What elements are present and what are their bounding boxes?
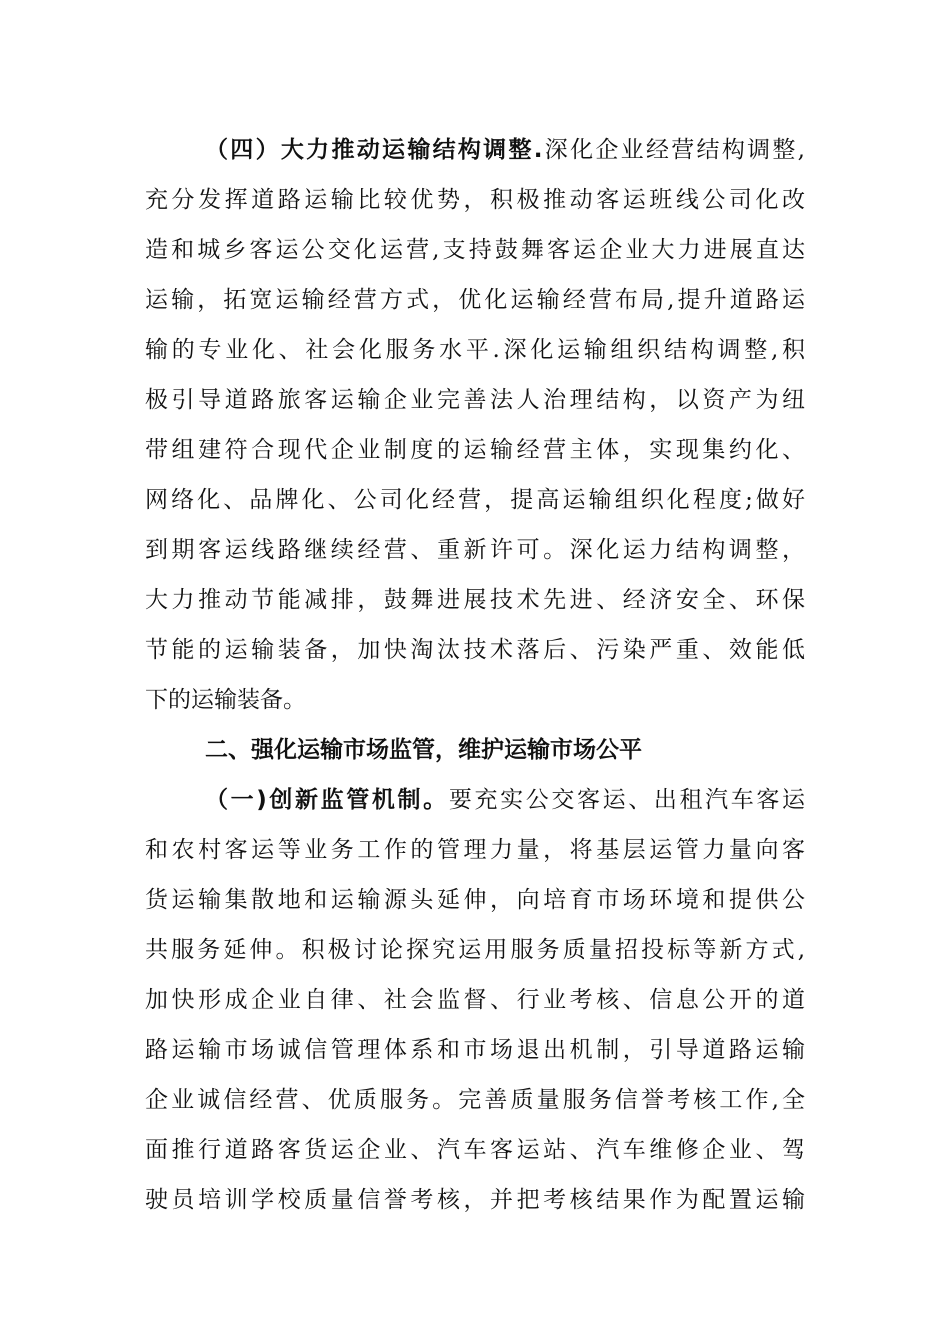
section1-heading: （一)创新监管机制。: [205, 787, 449, 813]
section1-line-6: 企业诚信经营、优质服务。完善质量服务信誉考核工作,全: [145, 1087, 805, 1113]
section4-line-3: 运输，拓宽运输经营方式，优化运输经营布局,提升道路运: [145, 287, 805, 313]
section4-line-0: 深化企业经营结构调整,: [542, 137, 805, 163]
section1-line-8: 驶员培训学校质量信誉考核，并把考核结果作为配置运输: [145, 1187, 805, 1213]
section1-line-7: 面推行道路客货运企业、汽车客运站、汽车维修企业、驾: [145, 1137, 805, 1163]
section4-first-line: [205, 130, 805, 170]
section1-line-5: 路运输市场诚信管理体系和市场退出机制，引导道路运输: [145, 1037, 805, 1063]
section4-line-6: 带组建符合现代企业制度的运输经营主体，实现集约化、: [145, 437, 805, 463]
section1-line-4: 加快形成企业自律、社会监督、行业考核、信息公开的道: [145, 987, 805, 1013]
section4-line-11: 下的运输装备。: [145, 687, 306, 713]
section1-line-0: 要充实公交客运、出租汽车客运: [448, 787, 805, 813]
section4-line-8: 到期客运线路继续经营、重新许可。深化运力结构调整，: [145, 537, 805, 563]
section4-line-2: 造和城乡客运公交化运营,支持鼓舞客运企业大力进展直达: [145, 237, 805, 263]
section1-line-1: 和农村客运等业务工作的管理力量，将基层运管力量向客: [145, 837, 805, 863]
section4-line-1: 充分发挥道路运输比较优势，积极推动客运班线公司化改: [145, 187, 805, 213]
section4-line-4: 输的专业化、社会化服务水平.深化运输组织结构调整,积: [145, 337, 805, 363]
section4-line-5: 极引导道路旅客运输企业完善法人治理结构，以资产为纽: [145, 387, 805, 413]
chapter2-heading: 二、强化运输市场监管，维护运输市场公平: [205, 737, 642, 763]
section1-line-3: 共服务延伸。积极讨论探究运用服务质量招投标等新方式,: [145, 937, 805, 963]
section1-first-line: [205, 780, 805, 820]
section4-heading: （四）大力推动运输结构调整.: [205, 137, 543, 163]
section1-line-2: 货运输集散地和运输源头延伸，向培育市场环境和提供公: [145, 887, 805, 913]
section4-line-9: 大力推动节能减排，鼓舞进展技术先进、经济安全、环保: [145, 587, 805, 613]
section4-line-7: 网络化、品牌化、公司化经营，提高运输组织化程度;做好: [145, 487, 805, 513]
section4-line-10: 节能的运输装备，加快淘汰技术落后、污染严重、效能低: [145, 637, 805, 663]
